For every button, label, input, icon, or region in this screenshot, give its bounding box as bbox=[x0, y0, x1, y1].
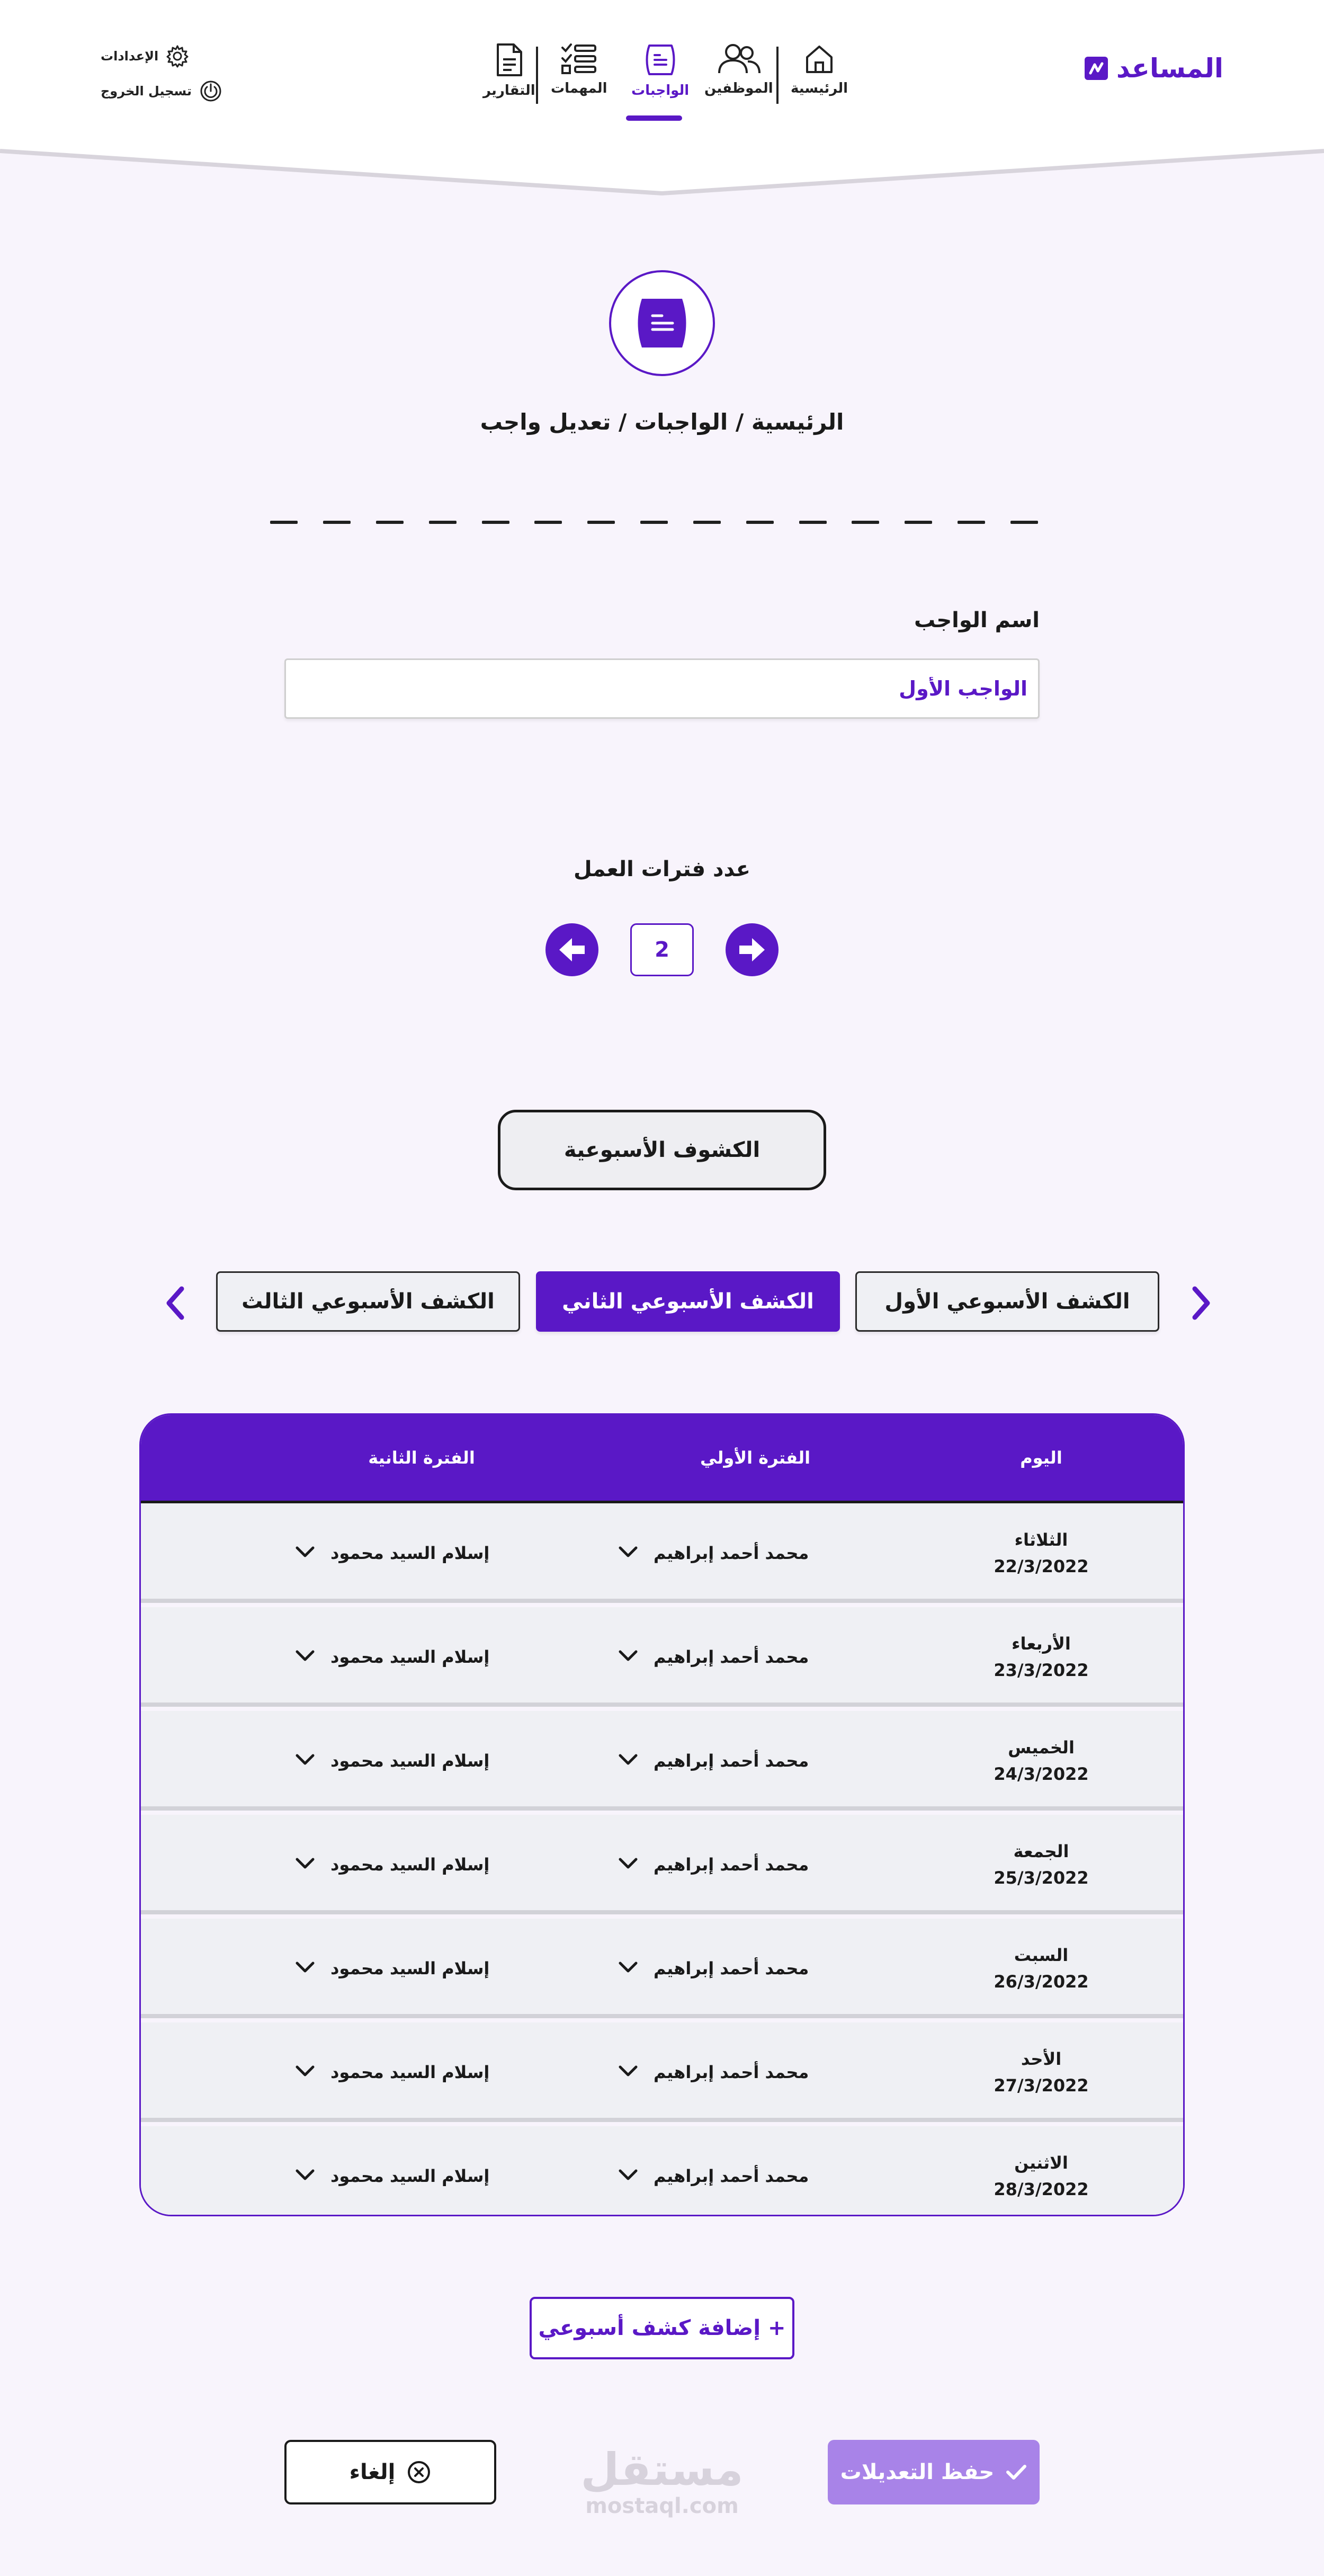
second-period-select[interactable] bbox=[294, 1711, 489, 1811]
nav-divider bbox=[776, 47, 779, 104]
day-name: الأحد bbox=[1021, 2049, 1062, 2069]
chevron-down-icon bbox=[618, 1855, 639, 1875]
chevron-down-icon bbox=[618, 1958, 639, 1978]
logo-mark-icon bbox=[1085, 57, 1108, 80]
second-period-value: إسلام السيد محمود bbox=[330, 2062, 490, 2082]
first-period-value: محمد أحمد إبراهيم bbox=[654, 2062, 809, 2082]
document-icon bbox=[495, 42, 523, 77]
day-cell bbox=[967, 1711, 1115, 1811]
clipboard-icon bbox=[644, 42, 677, 77]
tab-weekly-third[interactable]: الكشف الأسبوعي الثالث bbox=[216, 1271, 520, 1332]
first-period-value: محمد أحمد إبراهيم bbox=[654, 1958, 809, 1978]
nav-item-tasks[interactable] bbox=[551, 42, 607, 96]
second-period-value: إسلام السيد محمود bbox=[330, 1543, 490, 1563]
tab-weekly-second[interactable]: الكشف الأسبوعي الثاني bbox=[536, 1271, 840, 1332]
chevron-down-icon bbox=[618, 1543, 639, 1563]
check-icon bbox=[1006, 2464, 1027, 2481]
nav-label-home: الرئيسية bbox=[791, 81, 848, 96]
chevron-down-icon bbox=[618, 1647, 639, 1667]
gear-icon bbox=[166, 44, 189, 68]
active-nav-indicator bbox=[626, 115, 682, 121]
chevron-down-icon bbox=[294, 1751, 316, 1771]
users-icon bbox=[715, 42, 763, 75]
watermark-latin: mostaql.com bbox=[585, 2494, 739, 2518]
day-cell bbox=[967, 1607, 1115, 1707]
first-period-value: محمد أحمد إبراهيم bbox=[654, 1855, 809, 1875]
nav-item-duties[interactable] bbox=[631, 42, 689, 99]
add-weekly-sheet-button[interactable]: + إضافة كشف أسبوعي bbox=[530, 2297, 794, 2359]
nav-label-tasks: المهمات bbox=[551, 81, 607, 96]
column-header-day: اليوم bbox=[1020, 1448, 1062, 1468]
day-name: الأربعاء bbox=[1012, 1634, 1071, 1654]
second-period-value: إسلام السيد محمود bbox=[330, 1855, 490, 1875]
day-name: السبت bbox=[1014, 1945, 1069, 1965]
second-period-select[interactable] bbox=[294, 2022, 489, 2122]
logo-text: المساعد bbox=[1116, 53, 1223, 84]
day-date: 24/3/2022 bbox=[994, 1764, 1089, 1784]
home-icon bbox=[803, 42, 836, 75]
weekly-sheets-button[interactable]: الكشوف الأسبوعية bbox=[498, 1110, 826, 1190]
day-date: 25/3/2022 bbox=[994, 1868, 1089, 1888]
arrow-right-icon bbox=[736, 934, 768, 966]
second-period-value: إسلام السيد محمود bbox=[330, 1751, 490, 1771]
column-header-first-period: الفترة الأولي bbox=[700, 1448, 811, 1468]
day-name: الثلاثاء bbox=[1014, 1530, 1068, 1550]
save-changes-button[interactable] bbox=[828, 2440, 1040, 2504]
duty-name-input[interactable] bbox=[284, 658, 1040, 719]
first-period-select[interactable] bbox=[618, 2126, 809, 2216]
nav-item-reports[interactable] bbox=[483, 42, 535, 99]
second-period-select[interactable] bbox=[294, 2126, 489, 2216]
day-date: 22/3/2022 bbox=[994, 1556, 1089, 1576]
second-period-value: إسلام السيد محمود bbox=[330, 2166, 490, 2186]
nav-label-duties: الواجبات bbox=[631, 83, 690, 99]
day-date: 23/3/2022 bbox=[994, 1660, 1089, 1680]
app-header bbox=[0, 0, 1324, 196]
periods-value[interactable]: 2 bbox=[630, 923, 694, 976]
first-period-value: محمد أحمد إبراهيم bbox=[654, 1751, 809, 1771]
table-row bbox=[141, 1815, 1183, 1914]
watermark bbox=[572, 2444, 752, 2518]
first-period-select[interactable] bbox=[618, 1503, 809, 1603]
column-header-second-period: الفترة الثانية bbox=[368, 1448, 475, 1468]
second-period-value: إسلام السيد محمود bbox=[330, 1958, 490, 1978]
second-period-select[interactable] bbox=[294, 1815, 489, 1914]
settings-link[interactable] bbox=[101, 44, 189, 68]
table-row bbox=[141, 1607, 1183, 1707]
nav-item-home[interactable] bbox=[791, 42, 848, 96]
day-name: الجمعة bbox=[1013, 1841, 1069, 1861]
increment-button[interactable] bbox=[726, 923, 779, 976]
save-label: حفظ التعديلات bbox=[840, 2460, 995, 2484]
day-date: 28/3/2022 bbox=[994, 2179, 1089, 2199]
schedule-table bbox=[139, 1413, 1185, 2216]
watermark-arabic: مستقل bbox=[580, 2444, 744, 2495]
day-date: 26/3/2022 bbox=[994, 1972, 1089, 1992]
nav-item-employees[interactable] bbox=[704, 42, 773, 96]
chevron-right-icon bbox=[1189, 1285, 1213, 1322]
settings-label: الإعدادات bbox=[101, 49, 159, 64]
first-period-select[interactable] bbox=[618, 1607, 809, 1707]
day-name: الخميس bbox=[1008, 1737, 1075, 1758]
chevron-down-icon bbox=[294, 1855, 316, 1875]
logout-label: تسجيل الخروج bbox=[101, 84, 192, 99]
day-name: الاثنين bbox=[1014, 2153, 1068, 2173]
decrement-button[interactable] bbox=[545, 923, 598, 976]
breadcrumb: الرئيسية / الواجبات / تعديل واجب bbox=[480, 409, 844, 435]
second-period-value: إسلام السيد محمود bbox=[330, 1647, 490, 1667]
table-row bbox=[141, 1919, 1183, 2018]
first-period-value: محمد أحمد إبراهيم bbox=[654, 1543, 809, 1563]
first-period-select[interactable] bbox=[618, 1711, 809, 1811]
chevron-down-icon bbox=[618, 1751, 639, 1771]
table-row bbox=[141, 1503, 1183, 1603]
chevron-down-icon bbox=[294, 2166, 316, 2186]
second-period-select[interactable] bbox=[294, 1503, 489, 1603]
day-cell bbox=[967, 1503, 1115, 1603]
periods-label: عدد فترات العمل bbox=[574, 857, 750, 881]
day-cell bbox=[967, 1815, 1115, 1914]
logout-link[interactable] bbox=[101, 79, 222, 103]
nav-label-reports: التقارير bbox=[483, 83, 535, 99]
day-date: 27/3/2022 bbox=[994, 2075, 1089, 2096]
table-row bbox=[141, 1711, 1183, 1811]
day-cell bbox=[967, 2022, 1115, 2122]
day-cell bbox=[967, 1919, 1115, 2018]
app-logo[interactable] bbox=[1085, 53, 1223, 84]
chevron-down-icon bbox=[294, 1543, 316, 1563]
first-period-select[interactable] bbox=[618, 2022, 809, 2122]
section-divider bbox=[270, 521, 1038, 524]
clipboard-icon bbox=[634, 296, 690, 351]
first-period-select[interactable] bbox=[618, 1919, 809, 2018]
day-cell bbox=[967, 2126, 1115, 2216]
nav-label-employees: الموظفين bbox=[704, 81, 773, 96]
checklist-icon bbox=[560, 42, 597, 75]
table-row bbox=[141, 2126, 1183, 2216]
arrow-left-icon bbox=[556, 934, 588, 966]
tabs-scroll-right[interactable] bbox=[1183, 1282, 1220, 1324]
second-period-select[interactable] bbox=[294, 1919, 489, 2018]
chevron-down-icon bbox=[294, 2062, 316, 2082]
close-circle-icon bbox=[407, 2460, 431, 2484]
first-period-value: محمد أحمد إبراهيم bbox=[654, 2166, 809, 2186]
chevron-down-icon bbox=[618, 2062, 639, 2082]
tabs-scroll-left[interactable] bbox=[157, 1282, 194, 1324]
first-period-select[interactable] bbox=[618, 1815, 809, 1914]
chevron-down-icon bbox=[294, 1958, 316, 1978]
chevron-down-icon bbox=[618, 2166, 639, 2186]
chevron-down-icon bbox=[294, 1647, 316, 1667]
table-row bbox=[141, 2022, 1183, 2122]
tab-weekly-first[interactable]: الكشف الأسبوعي الأول bbox=[855, 1271, 1159, 1332]
cancel-label: إلغاء bbox=[349, 2460, 396, 2484]
nav-divider bbox=[536, 47, 538, 104]
duty-name-label: اسم الواجب bbox=[914, 608, 1040, 632]
chevron-left-icon bbox=[164, 1285, 187, 1322]
first-period-value: محمد أحمد إبراهيم bbox=[654, 1647, 809, 1667]
second-period-select[interactable] bbox=[294, 1607, 489, 1707]
duty-icon-badge bbox=[609, 270, 715, 376]
table-header bbox=[141, 1415, 1183, 1503]
cancel-button[interactable] bbox=[284, 2440, 496, 2504]
power-icon bbox=[199, 79, 222, 103]
